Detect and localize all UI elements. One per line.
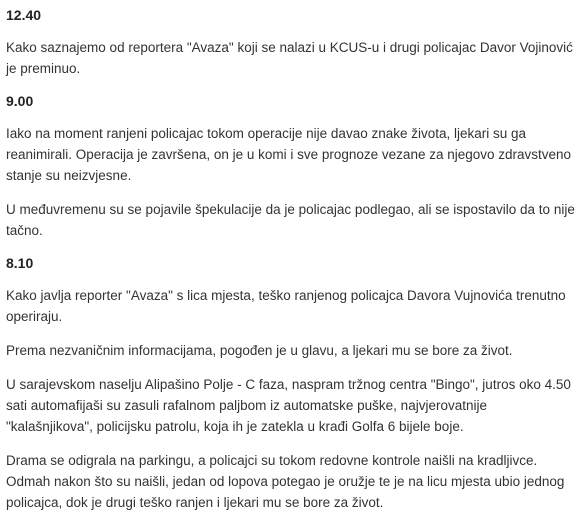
entry-paragraph: Drama se odigrala na parkingu, a policajci su tokom redovne kontrole naišli na kradljivce. Odmah nakon što su naišli, jedan od lopova potegao je oružje te je na licu mjesta ubio jednog policajca, dok je drugi teško ranjen i ljekari mu se bore za život. — [6, 453, 565, 510]
entry-time: 8.10 — [6, 255, 34, 271]
entry-paragraph: Iako na moment ranjeni policajac tokom operacije nije davao znake života, ljekari su ga reanimirali. Operacija je završena, on je u komi i sve prognoze vezane za njegovo zdravstveno stanje su neizvjesne. — [6, 126, 572, 183]
entry-paragraph: U sarajevskom naselju Alipašino Polje - C faza, naspram tržnog centra "Bingo", jutros oko 4.50 sati automafijaši su zasuli rafalnom paljbom iz automatske puške, najvjerovatnije "kalašnjikova", policijsku patrolu, koja ih je zatekla u krađi Golfa 6 bijele boje. — [6, 377, 571, 434]
entry-time: 9.00 — [6, 93, 34, 109]
entry-time: 12.40 — [6, 7, 42, 23]
entry-paragraph: Kako saznajemo od reportera "Avaza" koji se nalazi u KCUS-u i drugi policajac Davor Vojinović je preminuo. — [6, 40, 573, 76]
entry-paragraph: U međuvremenu su se pojavile špekulacije da je policajac podlegao, ali se ispostavilo da to nije tačno. — [6, 202, 575, 238]
entry-paragraph: Kako javlja reporter "Avaza" s lica mjesta, teško ranjenog policajca Davora Vujnovića trenutno operiraju. — [6, 288, 566, 324]
entry-paragraph: Prema nezvaničnim informacijama, pogođen je u glavu, a ljekari mu se bore za život. — [6, 343, 513, 358]
